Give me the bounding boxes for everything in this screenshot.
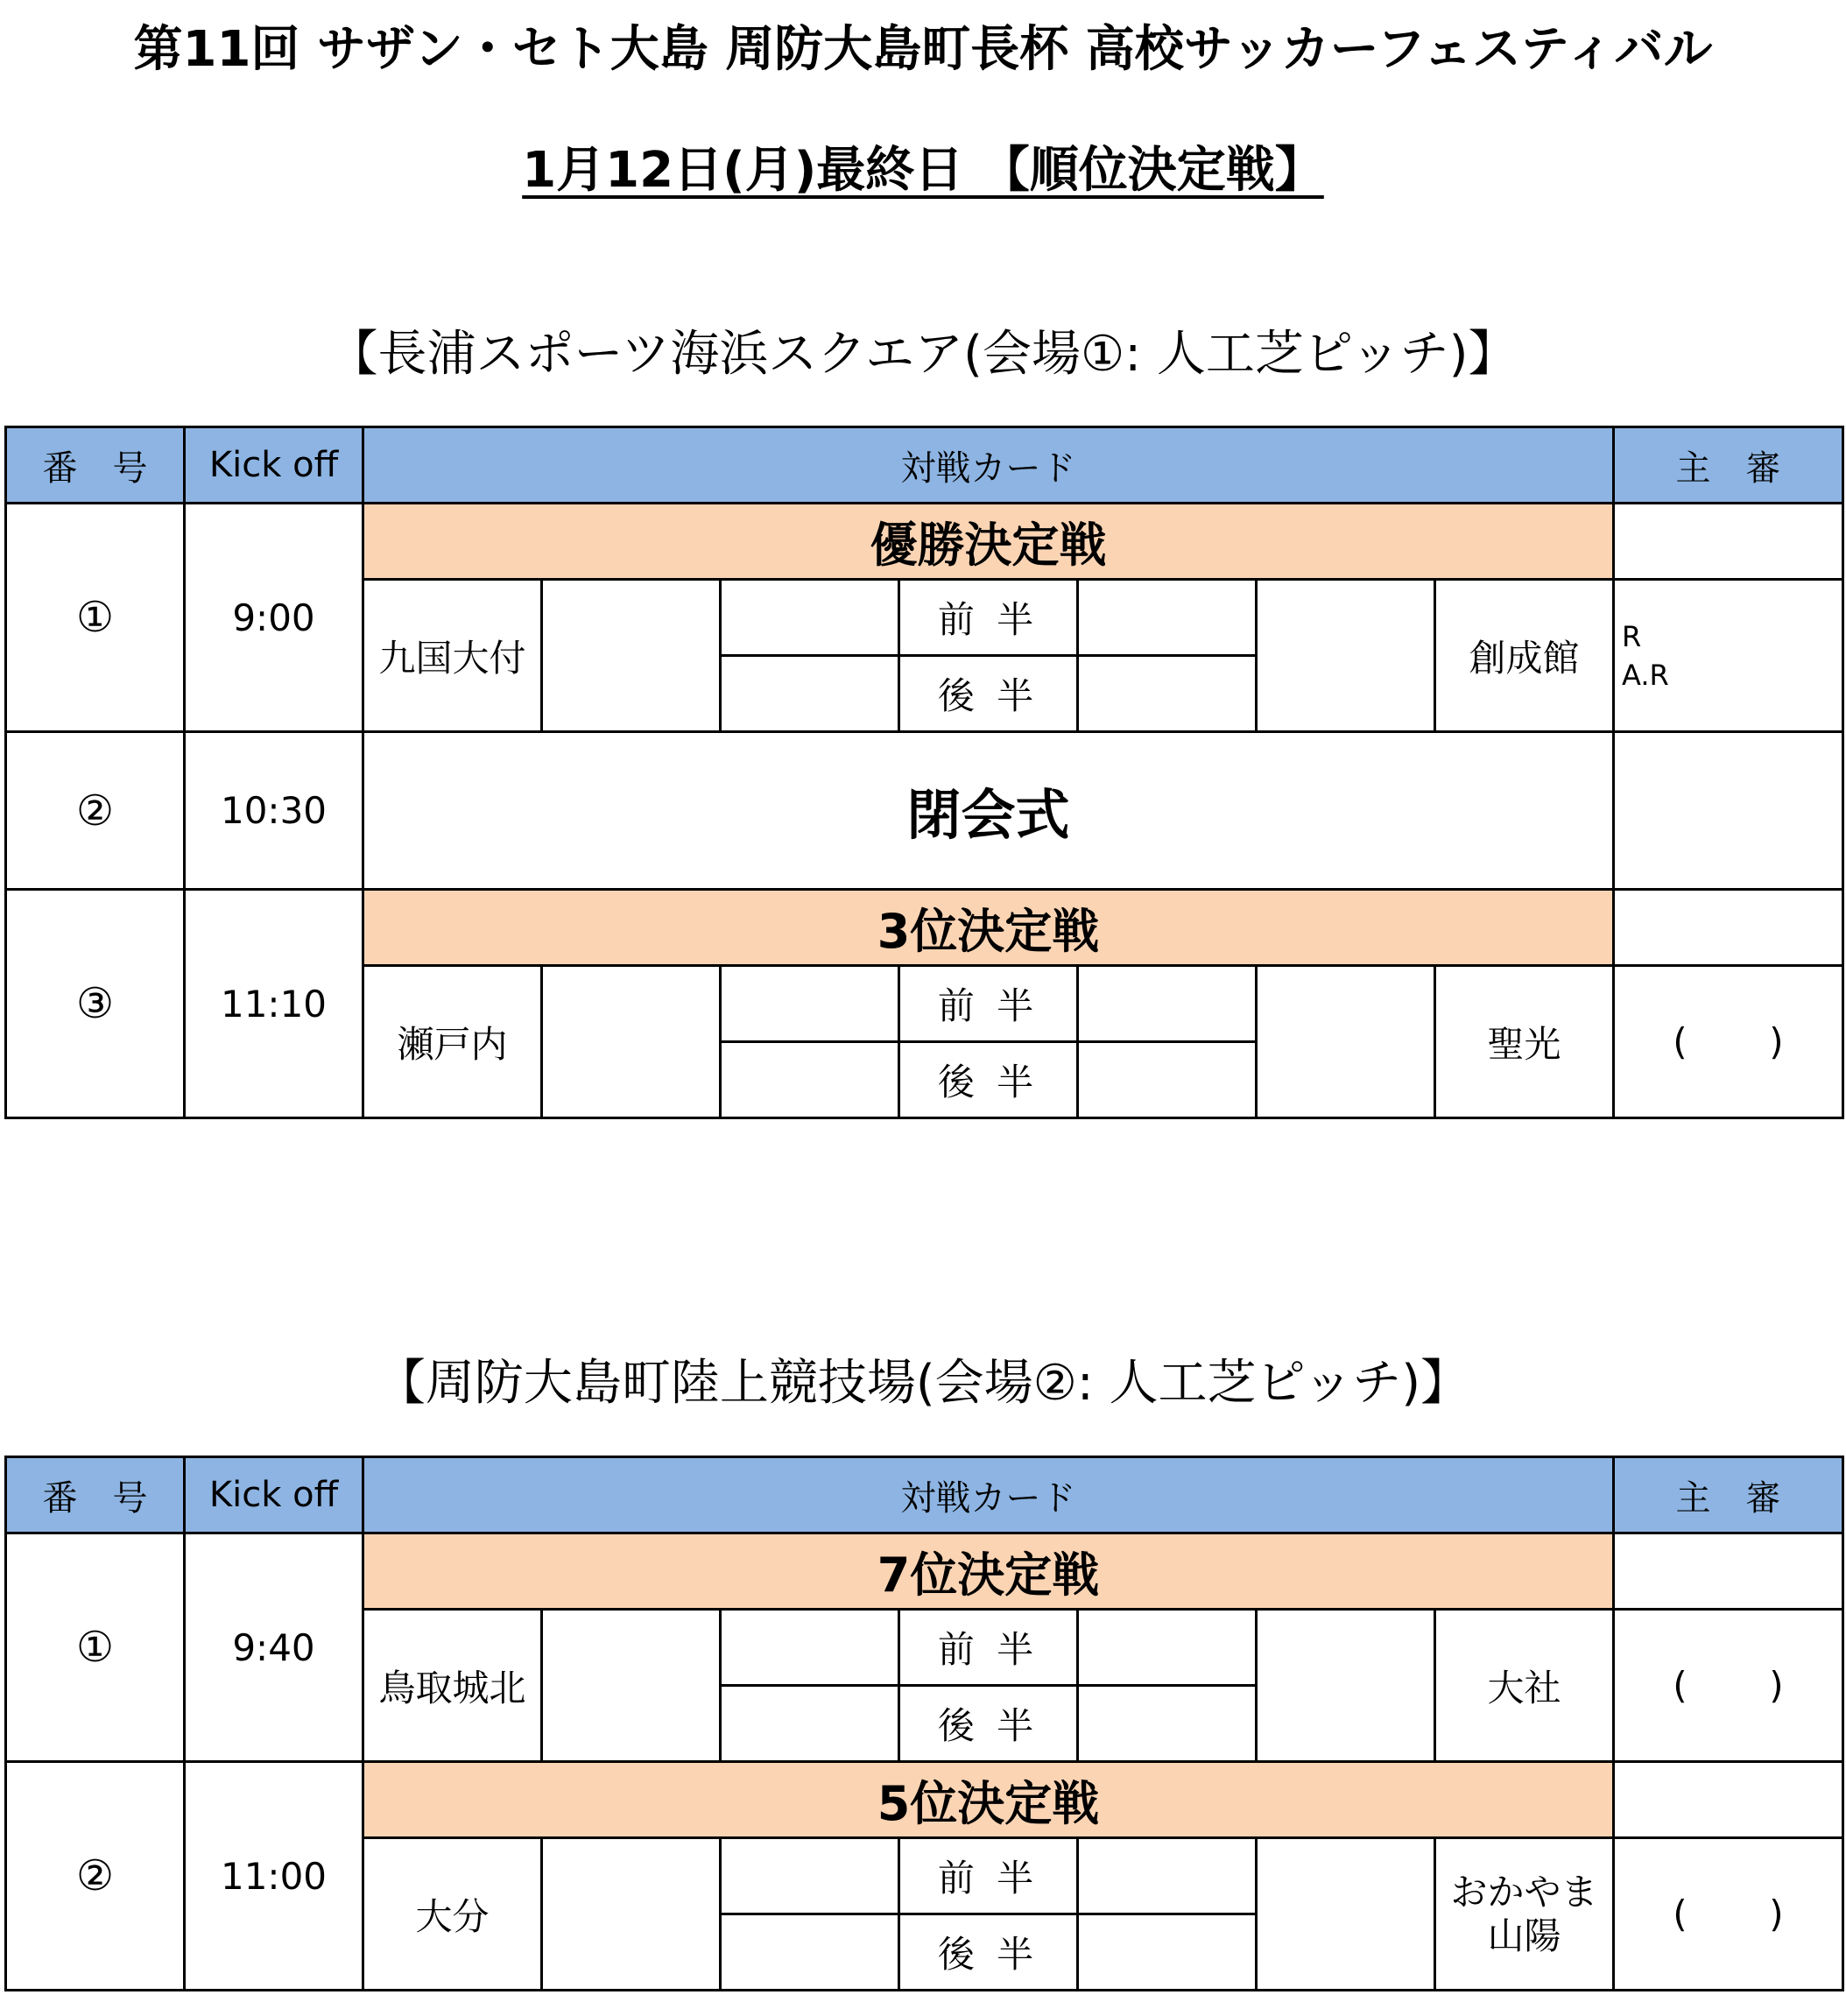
venue2-title: 【周防大島町陸上競技場(会場②: 人工芝ピッチ)】	[376, 1355, 1470, 1412]
match-title: 3位決定戦	[363, 890, 1614, 966]
kickoff-time: 10:30	[185, 732, 363, 890]
score-right-first	[1078, 1610, 1257, 1686]
team-right: 大社	[1435, 1610, 1614, 1762]
match-title: 優勝決定戦	[363, 504, 1614, 580]
referee-ar-label: A.R	[1622, 658, 1669, 692]
venue2-schedule-table	[4, 1456, 1844, 1991]
header-kickoff: Kick off	[185, 1457, 363, 1533]
venue1-title: 【長浦スポーツ海浜スクエア(会場①: 人工芝ピッチ)】	[328, 326, 1518, 383]
second-half-label: 後 半	[899, 1914, 1078, 1991]
venue1-schedule-table	[4, 426, 1844, 1119]
first-half-label: 前 半	[899, 1838, 1078, 1914]
match-number: ①	[6, 504, 185, 732]
paren-open: (	[1673, 1664, 1687, 1707]
paren-close: )	[1769, 1020, 1784, 1063]
score-right-total	[1257, 966, 1435, 1118]
closing-ceremony: 閉会式	[363, 732, 1614, 890]
match-number: ③	[6, 890, 185, 1118]
score-left-first	[721, 580, 899, 656]
referee-cell	[1614, 1838, 1843, 1991]
kickoff-time: 9:00	[185, 504, 363, 732]
team-right-line1: おかやま	[1450, 1870, 1598, 1914]
paren-close: )	[1769, 1664, 1784, 1707]
score-right-second	[1078, 1042, 1257, 1118]
score-right-second	[1078, 656, 1257, 732]
score-left-second	[721, 656, 899, 732]
score-left-total	[542, 580, 721, 732]
team-left: 鳥取城北	[363, 1610, 542, 1762]
first-half-label: 前 半	[899, 966, 1078, 1042]
page-title: 第11回 サザン・セト大島 周防大島町長杯 高校サッカーフェスティバル	[133, 21, 1713, 78]
header-card: 対戦カード	[363, 427, 1614, 504]
referee-cell	[1614, 504, 1843, 580]
team-right-line2: 山陽	[1487, 1914, 1561, 1957]
match-number: ②	[6, 1762, 185, 1991]
table-header-row	[6, 1457, 1843, 1533]
kickoff-time: 9:40	[185, 1533, 363, 1762]
table-row	[6, 1533, 1843, 1610]
kickoff-time: 11:10	[185, 890, 363, 1118]
referee-cell	[1614, 890, 1843, 966]
match-title: 5位決定戦	[363, 1762, 1614, 1838]
team-left: 瀬戸内	[363, 966, 542, 1118]
table-row	[6, 1762, 1843, 1838]
team-right: 創成館	[1435, 580, 1614, 732]
score-right-second	[1078, 1686, 1257, 1762]
score-left-total	[542, 1838, 721, 1991]
referee-r-label: R	[1622, 619, 1642, 653]
referee-cell	[1614, 966, 1843, 1118]
match-number: ②	[6, 732, 185, 890]
referee-cell	[1614, 1533, 1843, 1610]
score-right-first	[1078, 1838, 1257, 1914]
team-left: 九国大付	[363, 580, 542, 732]
paren-open: (	[1673, 1893, 1687, 1935]
table-header-row	[6, 427, 1843, 504]
header-referee: 主 審	[1614, 427, 1843, 504]
table-row	[6, 890, 1843, 966]
score-right-first	[1078, 580, 1257, 656]
referee-cell	[1614, 580, 1843, 732]
page-subtitle	[0, 131, 1846, 201]
team-left: 大分	[363, 1838, 542, 1991]
score-left-total	[542, 1610, 721, 1762]
header-no: 番 号	[6, 427, 185, 504]
paren-close: )	[1769, 1893, 1784, 1935]
second-half-label: 後 半	[899, 1042, 1078, 1118]
second-half-label: 後 半	[899, 1686, 1078, 1762]
match-number: ①	[6, 1533, 185, 1762]
score-left-first	[721, 966, 899, 1042]
subtitle-text: 1月12日(月)最終日 【順位決定戦】	[522, 142, 1324, 199]
score-left-total	[542, 966, 721, 1118]
score-left-second	[721, 1042, 899, 1118]
match-title: 7位決定戦	[363, 1533, 1614, 1610]
referee-cell	[1614, 1762, 1843, 1838]
header-kickoff: Kick off	[185, 427, 363, 504]
kickoff-time: 11:00	[185, 1762, 363, 1991]
score-left-second	[721, 1914, 899, 1991]
header-referee: 主 審	[1614, 1457, 1843, 1533]
header-no: 番 号	[6, 1457, 185, 1533]
first-half-label: 前 半	[899, 580, 1078, 656]
first-half-label: 前 半	[899, 1610, 1078, 1686]
table-row	[6, 504, 1843, 580]
team-right: 聖光	[1435, 966, 1614, 1118]
score-right-total	[1257, 1610, 1435, 1762]
referee-cell	[1614, 732, 1843, 890]
paren-open: (	[1673, 1020, 1687, 1063]
score-left-second	[721, 1686, 899, 1762]
second-half-label: 後 半	[899, 656, 1078, 732]
score-left-first	[721, 1610, 899, 1686]
score-right-total	[1257, 1838, 1435, 1991]
score-right-total	[1257, 580, 1435, 732]
table-row	[6, 732, 1843, 890]
score-left-first	[721, 1838, 899, 1914]
score-right-second	[1078, 1914, 1257, 1991]
score-right-first	[1078, 966, 1257, 1042]
referee-cell	[1614, 1610, 1843, 1762]
team-right	[1435, 1838, 1614, 1991]
header-card: 対戦カード	[363, 1457, 1614, 1533]
